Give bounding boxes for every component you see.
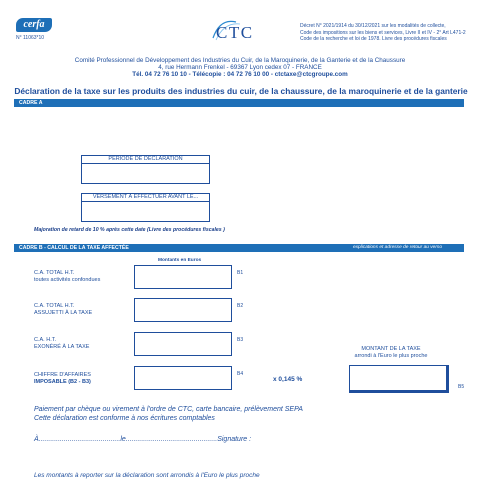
cadre-a-label: CADRE A xyxy=(19,100,43,106)
cadre-b-bar xyxy=(14,244,464,252)
ctc-logo xyxy=(210,16,268,42)
row-b4-line1: CHIFFRE D'AFFAIRES xyxy=(34,372,91,378)
row-b3-line2: EXONÉRÉ À LA TAXE xyxy=(34,343,90,350)
decree-text xyxy=(300,23,470,43)
tax-rate: x 0,145 % xyxy=(273,376,303,383)
amount-b4-field[interactable] xyxy=(134,366,232,390)
code-b1: B1 xyxy=(237,270,244,276)
code-b3: B3 xyxy=(237,337,244,343)
versement-field[interactable] xyxy=(81,193,210,222)
cerfa-number: N° 11063*10 xyxy=(16,35,45,41)
code-b4: B4 xyxy=(237,371,244,377)
row-b4-line2: IMPOSABLE (B2 - B3) xyxy=(34,378,91,385)
conformity-statement: Cette déclaration est conforme à nos écritures comptables xyxy=(34,414,215,422)
row-b2-line2: ASSUJETTI À LA TAXE xyxy=(34,309,93,316)
committee-name: Comité Professionnel de Développement des Industries du Cuir, de la Maroquinerie, de la Ganterie et de la Chaussure xyxy=(74,57,406,64)
majoration-note: Majoration de retard de 10 % après cette date (Livre des procédures fiscales ) xyxy=(34,227,225,233)
row-b3-label xyxy=(34,337,89,350)
decree-line: Code des impositions sur les biens et services, Livre II et IV - 2° Art L471-2 xyxy=(300,29,466,36)
payment-text xyxy=(34,406,303,423)
decree-line: Décret N° 2021/1914 du 30/12/2021 sur les modalités de collecte, xyxy=(300,23,446,29)
periode-field[interactable] xyxy=(81,155,210,184)
rounding-note: Les montants à reporter sur la déclaration sont arrondis à l'Euro le plus proche xyxy=(34,472,260,479)
row-b1-label xyxy=(34,270,100,283)
cadre-a-bar xyxy=(14,99,464,107)
committee-address xyxy=(0,57,480,79)
code-b2: B2 xyxy=(237,303,244,309)
amount-b1-field[interactable] xyxy=(134,265,232,289)
versement-label: VERSEMENT À EFFECTUER AVANT LE... xyxy=(82,194,209,202)
row-b2-line1: C.A. TOTAL H.T. xyxy=(34,303,75,309)
amount-b2-field[interactable] xyxy=(134,298,232,322)
row-b3-line1: C.A. H.T. xyxy=(34,337,57,343)
code-b5: B5 xyxy=(458,384,465,390)
cadre-b-label: CADRE B - CALCUL DE LA TAXE AFFECTÉE xyxy=(19,245,129,251)
row-b4-label xyxy=(34,372,91,385)
cerfa-logo: cerfa xyxy=(16,18,52,32)
total-label xyxy=(336,346,446,360)
signature-line[interactable]: À..........................................le...............................................Signature : xyxy=(34,436,252,443)
amount-b3-field[interactable] xyxy=(134,332,232,356)
committee-street: 4, rue Hermann Frenkel - 69367 Lyon cedex 07 - FRANCE xyxy=(158,64,322,72)
total-label-line2: arrondi à l'Euro le plus proche xyxy=(354,353,428,359)
payment-methods: Paiement par chèque ou virement à l'ordre de CTC, carte bancaire, prélèvement SEPA xyxy=(34,406,303,413)
cadre-b-note: explications et adresse de retour au verso xyxy=(352,245,442,250)
committee-contact: Tél. 04 72 76 10 10 - Télécopie : 04 72 76 10 00 - ctctaxe@ctcgroupe.com xyxy=(132,71,348,79)
form-title: Déclaration de la taxe sur les produits des industries du cuir, de la chaussure, de la maroquinerie et de la ganterie xyxy=(14,86,468,96)
periode-label: PÉRIODE DE DÉCLARATION xyxy=(82,156,209,164)
row-b2-label xyxy=(34,303,92,316)
montants-header: Montants en Euros xyxy=(158,258,202,263)
tax-amount-field[interactable] xyxy=(349,365,449,393)
row-b1-line2: toutes activités confondues xyxy=(34,276,101,283)
row-b1-line1: C.A. TOTAL H.T. xyxy=(34,270,75,276)
ctc-logo-text: CTC xyxy=(216,23,254,42)
decree-line: Code de la recherche et loi de 1978. Livre des procédures fiscales xyxy=(300,36,447,42)
total-label-line1: MONTANT DE LA TAXE xyxy=(361,346,421,352)
